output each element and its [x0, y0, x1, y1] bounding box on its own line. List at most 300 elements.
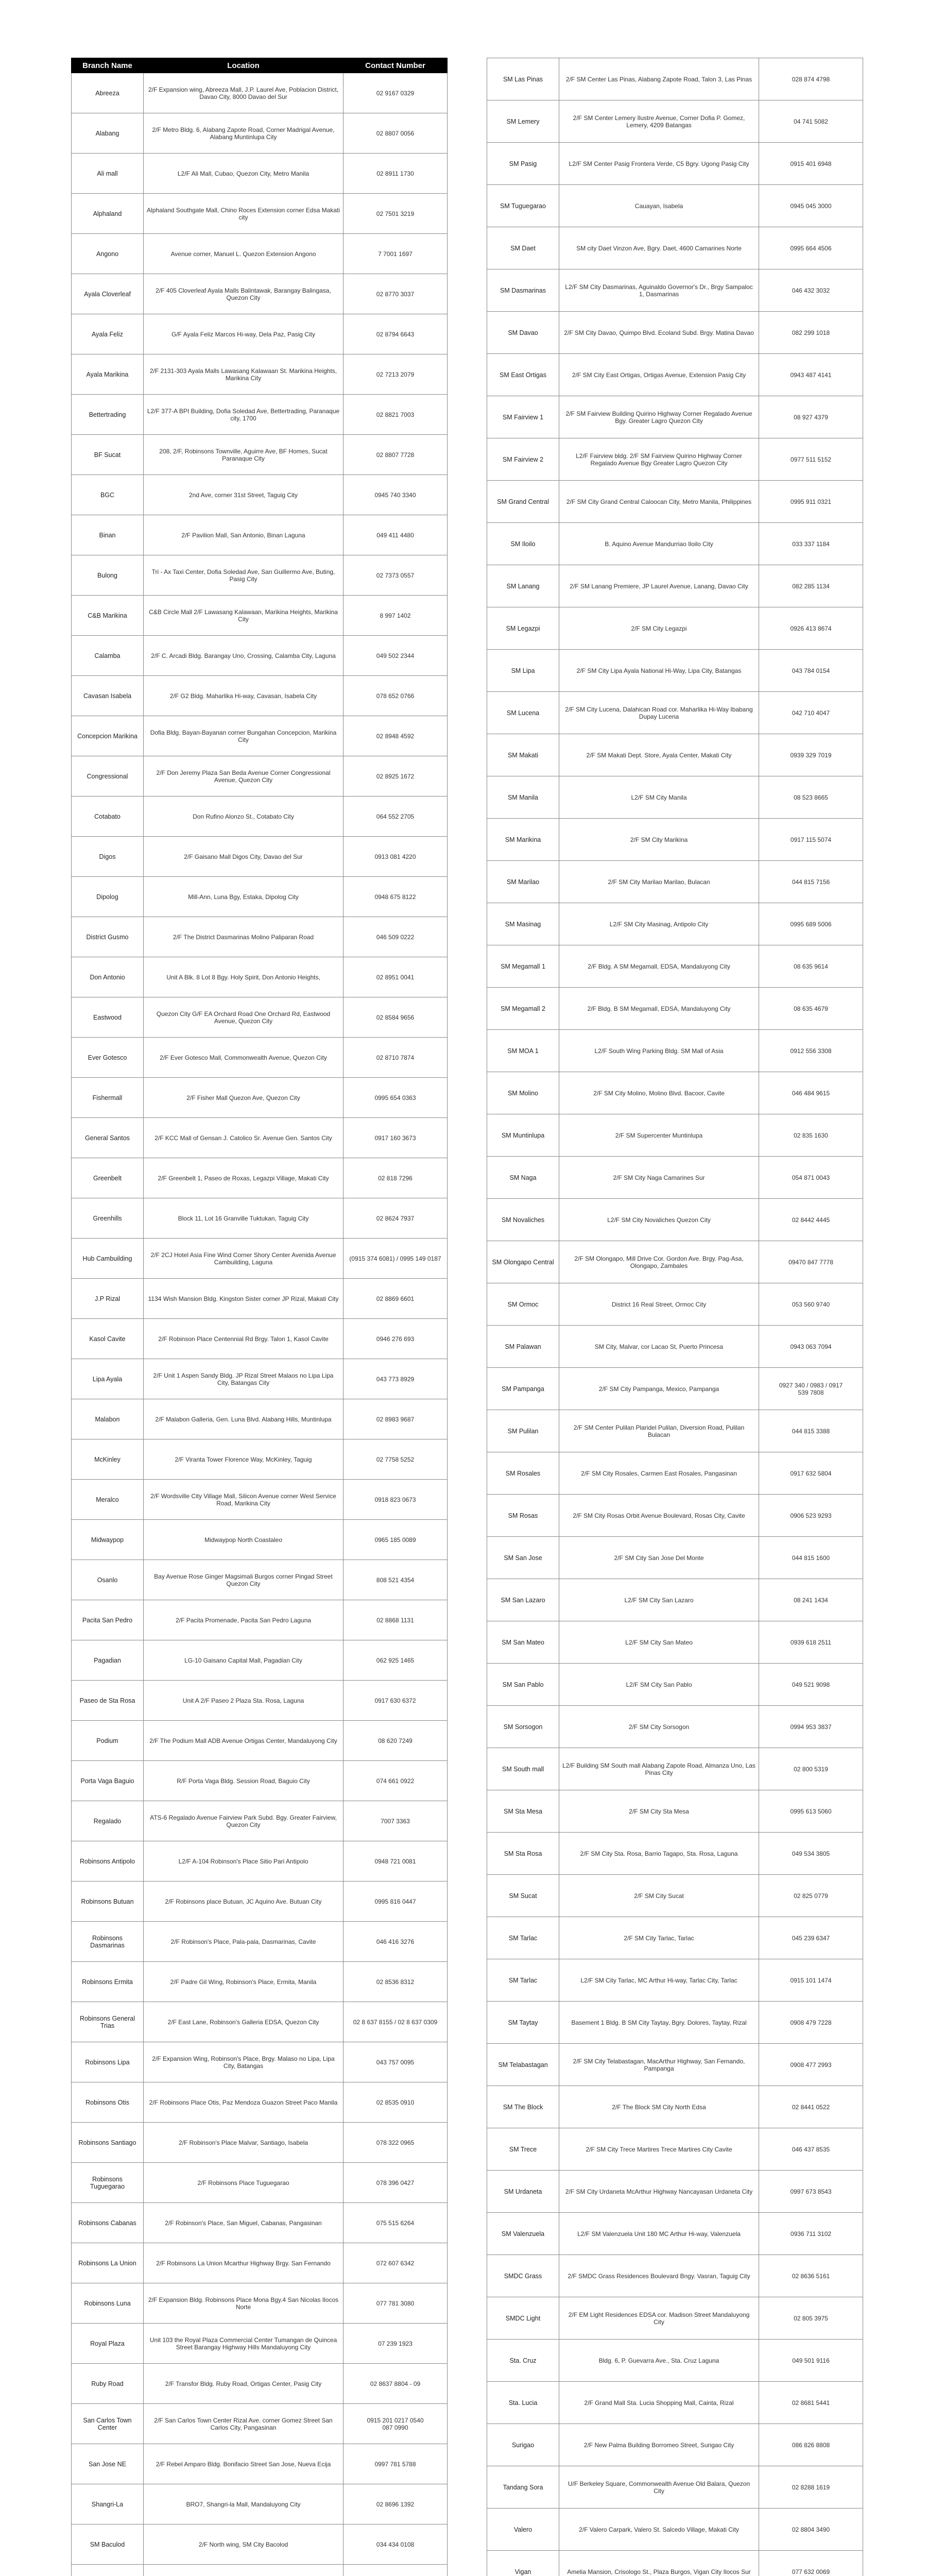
branch-name-cell: Regalado	[72, 1801, 144, 1841]
branch-name-cell: BGC	[72, 475, 144, 515]
table-row	[72, 1319, 448, 1359]
branch-name-cell: SM Iloilo	[487, 523, 559, 565]
location-cell: Mill-Ann, Luna Bgy, Estaka, Dipolog City	[144, 877, 344, 917]
contact-number-cell: 02 8911 1730	[344, 154, 448, 194]
branch-name-cell: SM Lipa	[487, 650, 559, 692]
branch-name-cell: Lipa Ayala	[72, 1359, 144, 1399]
branch-name-cell: Concepcion Marikina	[72, 716, 144, 756]
location-cell: 2/F Gaisano Mall Digos City, Davao del Sur	[144, 837, 344, 877]
branch-name-cell: SM Trece	[487, 2128, 559, 2171]
location-cell: L2/F SM Valenzuela Unit 180 MC Arthur Hi-way, Valenzuela	[559, 2213, 759, 2255]
table-row	[72, 1279, 448, 1319]
contact-number-cell: 02 8441 0522	[759, 2086, 863, 2128]
table-row	[72, 1962, 448, 2002]
branch-name-cell: Pacita San Pedro	[72, 1600, 144, 1640]
branch-name-cell: SM Daet	[487, 227, 559, 269]
location-cell: 2/F SM City Marikina	[559, 819, 759, 861]
contact-number-cell: 046 484 9615	[759, 1072, 863, 1114]
table-row	[487, 1199, 863, 1241]
table-row	[72, 2002, 448, 2042]
table-row	[487, 1959, 863, 2002]
table-row	[487, 2171, 863, 2213]
location-cell: Quezon City G/F EA Orchard Road One Orchard Rd, Eastwood Avenue, Quezon City	[144, 997, 344, 1038]
branch-name-cell: Robinsons Antipolo	[72, 1841, 144, 1882]
location-cell: ATS-6 Regalado Avenue Fairview Park Subd. Bgy. Greater Fairview, Quezon City	[144, 1801, 344, 1841]
location-cell: 2/F C. Arcadi Bldg. Barangay Uno, Crossing, Calamba City, Laguna	[144, 636, 344, 676]
table-row	[487, 1833, 863, 1875]
table-row	[487, 523, 863, 565]
branch-name-cell: Robinsons General Trias	[72, 2002, 144, 2042]
branch-name-cell: Paseo de Sta Rosa	[72, 1681, 144, 1721]
table-row	[72, 716, 448, 756]
table-row	[487, 1241, 863, 1283]
table-row	[72, 1480, 448, 1520]
branch-name-cell: General Santos	[72, 1118, 144, 1158]
table-row	[487, 312, 863, 354]
table-row	[487, 1875, 863, 1917]
branch-name-cell: Robinsons Santiago	[72, 2123, 144, 2163]
table-row	[487, 988, 863, 1030]
contact-number-cell: 02 8869 6601	[344, 1279, 448, 1319]
table-row	[487, 2213, 863, 2255]
table-row	[72, 2082, 448, 2123]
location-cell: 2/F SM City Sta Mesa	[559, 1790, 759, 1833]
branch-name-cell: SM Sta Mesa	[487, 1790, 559, 1833]
branch-name-cell: Sta. Cruz	[487, 2340, 559, 2382]
location-cell: 2/F 2131-303 Ayala Malls Lawasang Kalawaan St. Marikina Heights, Marikina City	[144, 354, 344, 395]
location-cell: 2/F Grand Mall Sta. Lucia Shopping Mall, Cainta, Rizal	[559, 2382, 759, 2424]
branch-name-cell: Tandang Sora	[487, 2466, 559, 2509]
table-row	[72, 2364, 448, 2404]
table-row	[487, 1664, 863, 1706]
contact-number-cell: 0908 479 7228	[759, 2002, 863, 2044]
contact-number-cell: 02 8983 9687	[344, 1399, 448, 1439]
contact-number-cell: 02 825 0779	[759, 1875, 863, 1917]
branch-name-cell: Greenbelt	[72, 1158, 144, 1198]
branch-name-cell: SM San Mateo	[487, 1621, 559, 1664]
location-cell: 2/F SM City Molino, Molino Blvd. Bacoor, Cavite	[559, 1072, 759, 1114]
location-cell: 2/F SM City Urdaneta McArthur Highway Nancayasan Urdaneta City	[559, 2171, 759, 2213]
table-row	[487, 861, 863, 903]
location-cell: Cauayan, Isabela	[559, 185, 759, 227]
contact-number-cell: 02 8288 1619	[759, 2466, 863, 2509]
location-cell: SM City, Malvar, cor Lacao St, Puerto Princesa	[559, 1326, 759, 1368]
contact-number-cell: 0994 953 3837	[759, 1706, 863, 1748]
location-cell: Avenue corner, Manuel L. Quezon Extension Angono	[144, 234, 344, 274]
branch-name-cell: Meralco	[72, 1480, 144, 1520]
contact-number-cell: 0912 556 3308	[759, 1030, 863, 1072]
table-row	[72, 2203, 448, 2243]
branch-name-cell: Midwaypop	[72, 1520, 144, 1560]
location-cell: L2/F SM City Manila	[559, 776, 759, 819]
contact-number-cell: 7 7001 1697	[344, 234, 448, 274]
branch-name-cell: Podium	[72, 1721, 144, 1761]
branch-name-cell: SM San Pablo	[487, 1664, 559, 1706]
contact-number-cell: 049 501 9116	[759, 2340, 863, 2382]
contact-number-cell: 0943 063 7094	[759, 1326, 863, 1368]
location-cell: Amelia Mansion, Crisologo St., Plaza Burgos, Vigan City Ilocos Sur	[559, 2551, 759, 2576]
table-row	[487, 1072, 863, 1114]
branch-name-cell: McKinley	[72, 1439, 144, 1480]
contact-number-cell: 044 815 7156	[759, 861, 863, 903]
branch-name-cell: Angono	[72, 234, 144, 274]
location-cell: Dofia Bldg. Bayan-Bayanan corner Bungahan Concepcion, Marikina City	[144, 716, 344, 756]
header-branch-name: Branch Name	[72, 58, 144, 73]
contact-number-cell: 049 411 4480	[344, 515, 448, 555]
contact-number-cell: 0997 673 8543	[759, 2171, 863, 2213]
contact-number-cell: 02 800 5319	[759, 1748, 863, 1790]
table-row	[72, 194, 448, 234]
table-row	[487, 2128, 863, 2171]
location-cell: 2/F KCC Mall of Gensan J. Catolico Sr. Avenue Gen. Santos City	[144, 1118, 344, 1158]
branch-name-cell: Robinsons La Union	[72, 2243, 144, 2283]
branch-name-cell: Ruby Road	[72, 2364, 144, 2404]
location-cell: U/F Berkeley Square, Commonwealth Avenue Old Balara, Quezon City	[559, 2466, 759, 2509]
table-row	[72, 154, 448, 194]
branch-name-cell: SM Baculod	[72, 2524, 144, 2565]
contact-number-cell: 02 835 1630	[759, 1114, 863, 1157]
location-cell: 2/F SM City Pampanga, Mexico, Pampanga	[559, 1368, 759, 1410]
table-row	[487, 2255, 863, 2297]
location-cell: 2/F SM City Sorsogon	[559, 1706, 759, 1748]
location-cell: 2/F SM City Rosas Orbit Avenue Boulevard, Rosas City, Cavite	[559, 1495, 759, 1537]
location-cell: Tri - Ax Taxi Center, Dofia Soledad Ave, San Guillermo Ave, Buting, Pasig City	[144, 555, 344, 596]
branch-name-cell: Alphaland	[72, 194, 144, 234]
branch-name-cell: SM Ormoc	[487, 1283, 559, 1326]
contact-number-cell: 043 757 0095	[344, 2042, 448, 2082]
branch-name-cell: Robinsons Tuguegarao	[72, 2163, 144, 2203]
table-row	[487, 1537, 863, 1579]
table-row	[72, 475, 448, 515]
branch-name-cell: SM Lanang	[487, 565, 559, 607]
contact-number-cell: 078 322 0965	[344, 2123, 448, 2163]
contact-number-cell: 02 8535 0910	[344, 2082, 448, 2123]
branch-name-cell: Ali mall	[72, 154, 144, 194]
table-row	[72, 2283, 448, 2324]
branch-name-cell: Shangri-La	[72, 2484, 144, 2524]
table-row	[72, 314, 448, 354]
location-cell: 2/F SM City Lipa Ayala National Hi-Way, Lipa City, Batangas	[559, 650, 759, 692]
table-row	[487, 2466, 863, 2509]
branch-name-cell: SM Urdaneta	[487, 2171, 559, 2213]
branch-name-cell: SM Masinag	[487, 903, 559, 945]
branch-name-cell: C&B Marikina	[72, 596, 144, 636]
table-row	[72, 1882, 448, 1922]
table-row	[72, 1038, 448, 1078]
branch-name-cell: Hub Cambuilding	[72, 1239, 144, 1279]
location-cell: 2/F SM City Telabastagan, MacArthur Highway, San Fernando, Pampanga	[559, 2044, 759, 2086]
table-row	[487, 1790, 863, 1833]
table-row	[72, 395, 448, 435]
contact-number-cell: 064 552 2705	[344, 796, 448, 837]
location-cell: 2/F Bldg. B SM Megamall, EDSA, Mandaluyong City	[559, 988, 759, 1030]
table-row	[72, 877, 448, 917]
contact-number-cell: 0995 689 5006	[759, 903, 863, 945]
table-row	[72, 2123, 448, 2163]
table-row	[487, 2382, 863, 2424]
table-row	[72, 1078, 448, 1118]
branch-name-cell: Digos	[72, 837, 144, 877]
branch-name-cell: San Jose NE	[72, 2444, 144, 2484]
location-cell: Unit A Blk. 8 Lot 8 Bgy. Holy Spirit, Don Antonio Heights,	[144, 957, 344, 997]
branch-name-cell: SM MOA 1	[487, 1030, 559, 1072]
branch-name-cell: Sta. Lucia	[487, 2382, 559, 2424]
location-cell: BRO7, Shangri-la Mall, Mandaluyong City	[144, 2484, 344, 2524]
contact-number-cell: 043 773 8929	[344, 1359, 448, 1399]
location-cell: 2/F Valero Carpark, Valero St. Salcedo Village, Makati City	[559, 2509, 759, 2551]
branch-name-cell: Congressional	[72, 756, 144, 796]
contact-number-cell: 0995 911 0321	[759, 481, 863, 523]
table-row	[72, 1399, 448, 1439]
table-row	[487, 396, 863, 438]
branch-name-cell: Binan	[72, 515, 144, 555]
branch-name-cell: SM Fairview 1	[487, 396, 559, 438]
branch-name-cell: Robinsons Otis	[72, 2082, 144, 2123]
branch-name-cell: Robinsons Ermita	[72, 1962, 144, 2002]
location-cell: 2/F Robinsons place Butuan, JC Aquino Ave. Butuan City	[144, 1882, 344, 1922]
table-row	[487, 1579, 863, 1621]
contact-number-cell: 0906 523 9293	[759, 1495, 863, 1537]
table-row	[72, 1600, 448, 1640]
contact-number-cell: 08 927 4379	[759, 396, 863, 438]
table-row	[487, 1495, 863, 1537]
branch-name-cell: SM Rosales	[487, 1452, 559, 1495]
location-cell: 2/F Robinson's Place Malvar, Santiago, Isabela	[144, 2123, 344, 2163]
table-row	[487, 819, 863, 861]
contact-number-cell: 0995 816 0447	[344, 1882, 448, 1922]
contact-number-cell: 04 741 5082	[759, 100, 863, 143]
table-row	[72, 555, 448, 596]
branch-name-cell: Ayala Marikina	[72, 354, 144, 395]
branch-name-cell: District Gusmo	[72, 917, 144, 957]
table-row	[72, 234, 448, 274]
branch-name-cell: SM Megamall 2	[487, 988, 559, 1030]
contact-number-cell: 054 871 0043	[759, 1157, 863, 1199]
contact-number-cell: 02 7758 5252	[344, 1439, 448, 1480]
branch-name-cell: SM South mall	[487, 1748, 559, 1790]
contact-number-cell: 02 8696 1392	[344, 2484, 448, 2524]
contact-number-cell: (0915 374 6081) / 0995 149 0187	[344, 1239, 448, 1279]
contact-number-cell: 08 620 7249	[344, 1721, 448, 1761]
location-cell: 2/F Malabon Galleria, Gen. Luna Blvd. Alabang Hills, Muntinlupa	[144, 1399, 344, 1439]
location-cell: 2/F SM City Naga Camarines Sur	[559, 1157, 759, 1199]
location-cell: 2/F Robinsons La Union Mcarthur Highway Brgy. San Fernando	[144, 2243, 344, 2283]
location-cell: 2/F Robinson's Place, Pala-pala, Dasmarinas, Cavite	[144, 1922, 344, 1962]
table-row	[72, 2565, 448, 2576]
branch-name-cell: Dipolog	[72, 877, 144, 917]
branch-name-cell: SM East Ortigas	[487, 354, 559, 396]
table-row	[72, 1239, 448, 1279]
contact-number-cell: 7007 3363	[344, 1801, 448, 1841]
branch-name-cell: SM Tuguegarao	[487, 185, 559, 227]
contact-number-cell: 02 8710 7874	[344, 1038, 448, 1078]
contact-number-cell: 0917 160 3673	[344, 1118, 448, 1158]
contact-number-cell: 0936 711 3102	[759, 2213, 863, 2255]
table-row	[487, 58, 863, 100]
contact-number-cell: 0977 511 5152	[759, 438, 863, 481]
table-row	[487, 2002, 863, 2044]
table-row	[72, 1560, 448, 1600]
branch-name-cell: Calamba	[72, 636, 144, 676]
branch-name-cell: SM Makati	[487, 734, 559, 776]
contact-number-cell: 072 607 6342	[344, 2243, 448, 2283]
branch-name-cell: Valero	[487, 2509, 559, 2551]
contact-number-cell: 044 815 1600	[759, 1537, 863, 1579]
table-row	[487, 1114, 863, 1157]
location-cell: B. Aquino Avenue Mandurriao Iloilo City	[559, 523, 759, 565]
location-cell: Bldg. 6, P. Guevarra Ave., Sta. Cruz Laguna	[559, 2340, 759, 2382]
table-row	[72, 1721, 448, 1761]
table-row	[487, 438, 863, 481]
branch-name-cell: Don Antonio	[72, 957, 144, 997]
table-row	[487, 269, 863, 312]
table-row	[487, 100, 863, 143]
contact-number-cell: 049 502 2344	[344, 636, 448, 676]
contact-number-cell: 8 997 1402	[344, 596, 448, 636]
contact-number-cell: 02 8584 9656	[344, 997, 448, 1038]
table-row	[72, 2324, 448, 2364]
location-cell: L2/F SM Center Pasig Frontera Verde, C5 Bgry. Ugong Pasig City	[559, 143, 759, 185]
location-cell: 2/F Viranta Tower Florence Way, McKinley, Taguig	[144, 1439, 344, 1480]
table-row	[487, 692, 863, 734]
contact-number-cell: 02 8925 1672	[344, 756, 448, 796]
location-cell: 2/F Expansion Bldg. Robinsons Place Mona Bgy.4 San Nicolas Ilocos Norte	[144, 2283, 344, 2324]
branch-table-right	[487, 58, 863, 2576]
branch-name-cell: Robinsons Butuan	[72, 1882, 144, 1922]
contact-number-cell: 0946 276 693	[344, 1319, 448, 1359]
branch-name-cell: SM Valenzuela	[487, 2213, 559, 2255]
location-cell: 208, 2/F, Robinsons Townville, Aguirre Ave, BF Homes, Sucat Paranaque City	[144, 435, 344, 475]
location-cell: 2/F Transfor Bldg. Ruby Road, Ortigas Center, Pasig City	[144, 2364, 344, 2404]
location-cell: 2/F Greenbelt 1, Paseo de Roxas, Legazpi Village, Makati City	[144, 1158, 344, 1198]
location-cell: 2nd Ave, corner 31st Street, Taguig City	[144, 475, 344, 515]
contact-number-cell: 02 8951 0041	[344, 957, 448, 997]
contact-number-cell: 082 285 1134	[759, 565, 863, 607]
branch-name-cell: Cotabato	[72, 796, 144, 837]
table-row	[72, 2524, 448, 2565]
branch-name-cell: Cavasan Isabela	[72, 676, 144, 716]
location-cell: 2/F SM Lanang Premiere, JP Laurel Avenue, Lanang, Davao City	[559, 565, 759, 607]
contact-number-cell: 02 8681 5441	[759, 2382, 863, 2424]
branch-name-cell: SM Manila	[487, 776, 559, 819]
table-row	[487, 565, 863, 607]
table-row	[487, 481, 863, 523]
contact-number-cell: 02 8821 7003	[344, 395, 448, 435]
contact-number-cell: 08 635 4679	[759, 988, 863, 1030]
location-cell: 2/F The Podium Mall ADB Avenue Ortigas Center, Mandaluyong City	[144, 1721, 344, 1761]
table-row	[72, 796, 448, 837]
location-cell: 2/F SM City Legazpi	[559, 607, 759, 650]
branch-name-cell: SM Fairview 2	[487, 438, 559, 481]
location-cell: 2/F SM City Lucena, Dalahican Road cor. Maharlika Hi-Way Ibabang Dupay Lucena	[559, 692, 759, 734]
branch-name-cell: Robinsons Luna	[72, 2283, 144, 2324]
location-cell: 2/F San Carlos Town Center Rizal Ave. corner Gomez Street San Carlos City, Pangasinan	[144, 2404, 344, 2444]
contact-number-cell: 02 8807 0056	[344, 113, 448, 154]
branch-name-cell	[72, 2565, 144, 2576]
contact-number-cell: 0995 654 0363	[344, 1078, 448, 1118]
table-row	[72, 1158, 448, 1198]
contact-number-cell: 046 437 8535	[759, 2128, 863, 2171]
location-cell: R/F Porta Vaga Bldg. Session Road, Baguio City	[144, 1761, 344, 1801]
branch-name-cell: Vigan	[487, 2551, 559, 2576]
contact-number-cell: 028 874 4798	[759, 58, 863, 100]
contact-number-cell: 0945 740 3340	[344, 475, 448, 515]
contact-number-cell: 0945 045 3000	[759, 185, 863, 227]
contact-number-cell: 02 818 7296	[344, 1158, 448, 1198]
contact-number-cell: 045 239 6347	[759, 1917, 863, 1959]
contact-number-cell: 046 416 3276	[344, 1922, 448, 1962]
branch-name-cell: Porta Vaga Baguio	[72, 1761, 144, 1801]
location-cell: 2/F Expansion wing, Abreeza Mall, J.P. Laurel Ave, Poblacion District, Davao City, 8000 Davao del Sur	[144, 73, 344, 113]
location-cell: 2/F Bldg. A SM Megamall, EDSA, Mandaluyong City	[559, 945, 759, 988]
branch-name-cell: Royal Plaza	[72, 2324, 144, 2364]
contact-number-cell	[344, 2565, 448, 2576]
contact-number-cell: 0927 340 / 0983 / 0917 539 7808	[759, 1368, 863, 1410]
branch-name-cell: SM Davao	[487, 312, 559, 354]
contact-number-cell: 082 299 1018	[759, 312, 863, 354]
table-row	[487, 1621, 863, 1664]
table-row	[487, 1410, 863, 1452]
location-cell: Block 11, Lot 16 Granville Tuktukan, Taguig City	[144, 1198, 344, 1239]
contact-number-cell: 02 7501 3219	[344, 194, 448, 234]
table-row	[72, 1520, 448, 1560]
branch-name-cell: Osanlo	[72, 1560, 144, 1600]
contact-number-cell: 044 815 3388	[759, 1410, 863, 1452]
contact-number-cell: 043 784 0154	[759, 650, 863, 692]
branch-name-cell: SM Tarlac	[487, 1959, 559, 2002]
branch-name-cell: Robinsons Cabanas	[72, 2203, 144, 2243]
table-row	[72, 997, 448, 1038]
location-cell: 2/F Metro Bldg. 6, Alabang Zapote Road, Corner Madrigal Avenue, Alabang Muntinlupa City	[144, 113, 344, 154]
branch-name-cell: SM Sorsogon	[487, 1706, 559, 1748]
location-cell: L2/F Building SM South mall Alabang Zapote Road, Almanza Uno, Las Pinas City	[559, 1748, 759, 1790]
table-row	[487, 2509, 863, 2551]
contact-number-cell: 0915 101 1474	[759, 1959, 863, 2002]
branch-name-cell: SM Sucat	[487, 1875, 559, 1917]
location-cell: 2/F SM City Davao, Quimpo Blvd. Ecoland Subd. Brgy. Matina Davao	[559, 312, 759, 354]
branch-name-cell: SM Taytay	[487, 2002, 559, 2044]
branch-name-cell: SM Palawan	[487, 1326, 559, 1368]
location-cell: District 16 Real Street, Ormoc City	[559, 1283, 759, 1326]
table-row	[72, 1922, 448, 1962]
location-cell: 2/F New Palma Building Borromeo Street, Surigao City	[559, 2424, 759, 2466]
contact-number-cell: 02 8770 3037	[344, 274, 448, 314]
location-cell: 2/F Robinsons Place Tuguegarao	[144, 2163, 344, 2203]
table-row	[487, 143, 863, 185]
table-row	[487, 2086, 863, 2128]
location-cell: L2/F 377-A BPI Building, Dofia Soledad Ave, Bettertrading, Paranaque city, 1700	[144, 395, 344, 435]
contact-number-cell: 0995 664 4506	[759, 227, 863, 269]
table-row	[487, 2424, 863, 2466]
contact-number-cell: 086 826 8808	[759, 2424, 863, 2466]
table-row	[72, 1640, 448, 1681]
location-cell: Unit A 2/F Paseo 2 Plaza Sta. Rosa, Laguna	[144, 1681, 344, 1721]
contact-number-cell: 0965 185 0089	[344, 1520, 448, 1560]
branch-table-left	[71, 58, 448, 2576]
contact-number-cell: 02 8948 4592	[344, 716, 448, 756]
table-row	[487, 227, 863, 269]
contact-number-cell: 0926 413 8674	[759, 607, 863, 650]
location-cell: G/F Ayala Feliz Marcos Hi-way, Dela Paz, Pasig City	[144, 314, 344, 354]
table-row	[487, 1326, 863, 1368]
location-cell: 2/F Ever Gotesco Mall, Commonwealth Avenue, Quezon City	[144, 1038, 344, 1078]
location-cell: L2/F SM City San Lazaro	[559, 1579, 759, 1621]
location-cell: L2/F South Wing Parking Bldg. SM Mall of Asia	[559, 1030, 759, 1072]
table-row	[72, 2484, 448, 2524]
contact-number-cell: 0939 618 2511	[759, 1621, 863, 1664]
location-cell: LG-10 Gaisano Capital Mall, Pagadian City	[144, 1640, 344, 1681]
location-cell: 2/F Robinson's Place, San Miguel, Cabanas, Pangasinan	[144, 2203, 344, 2243]
